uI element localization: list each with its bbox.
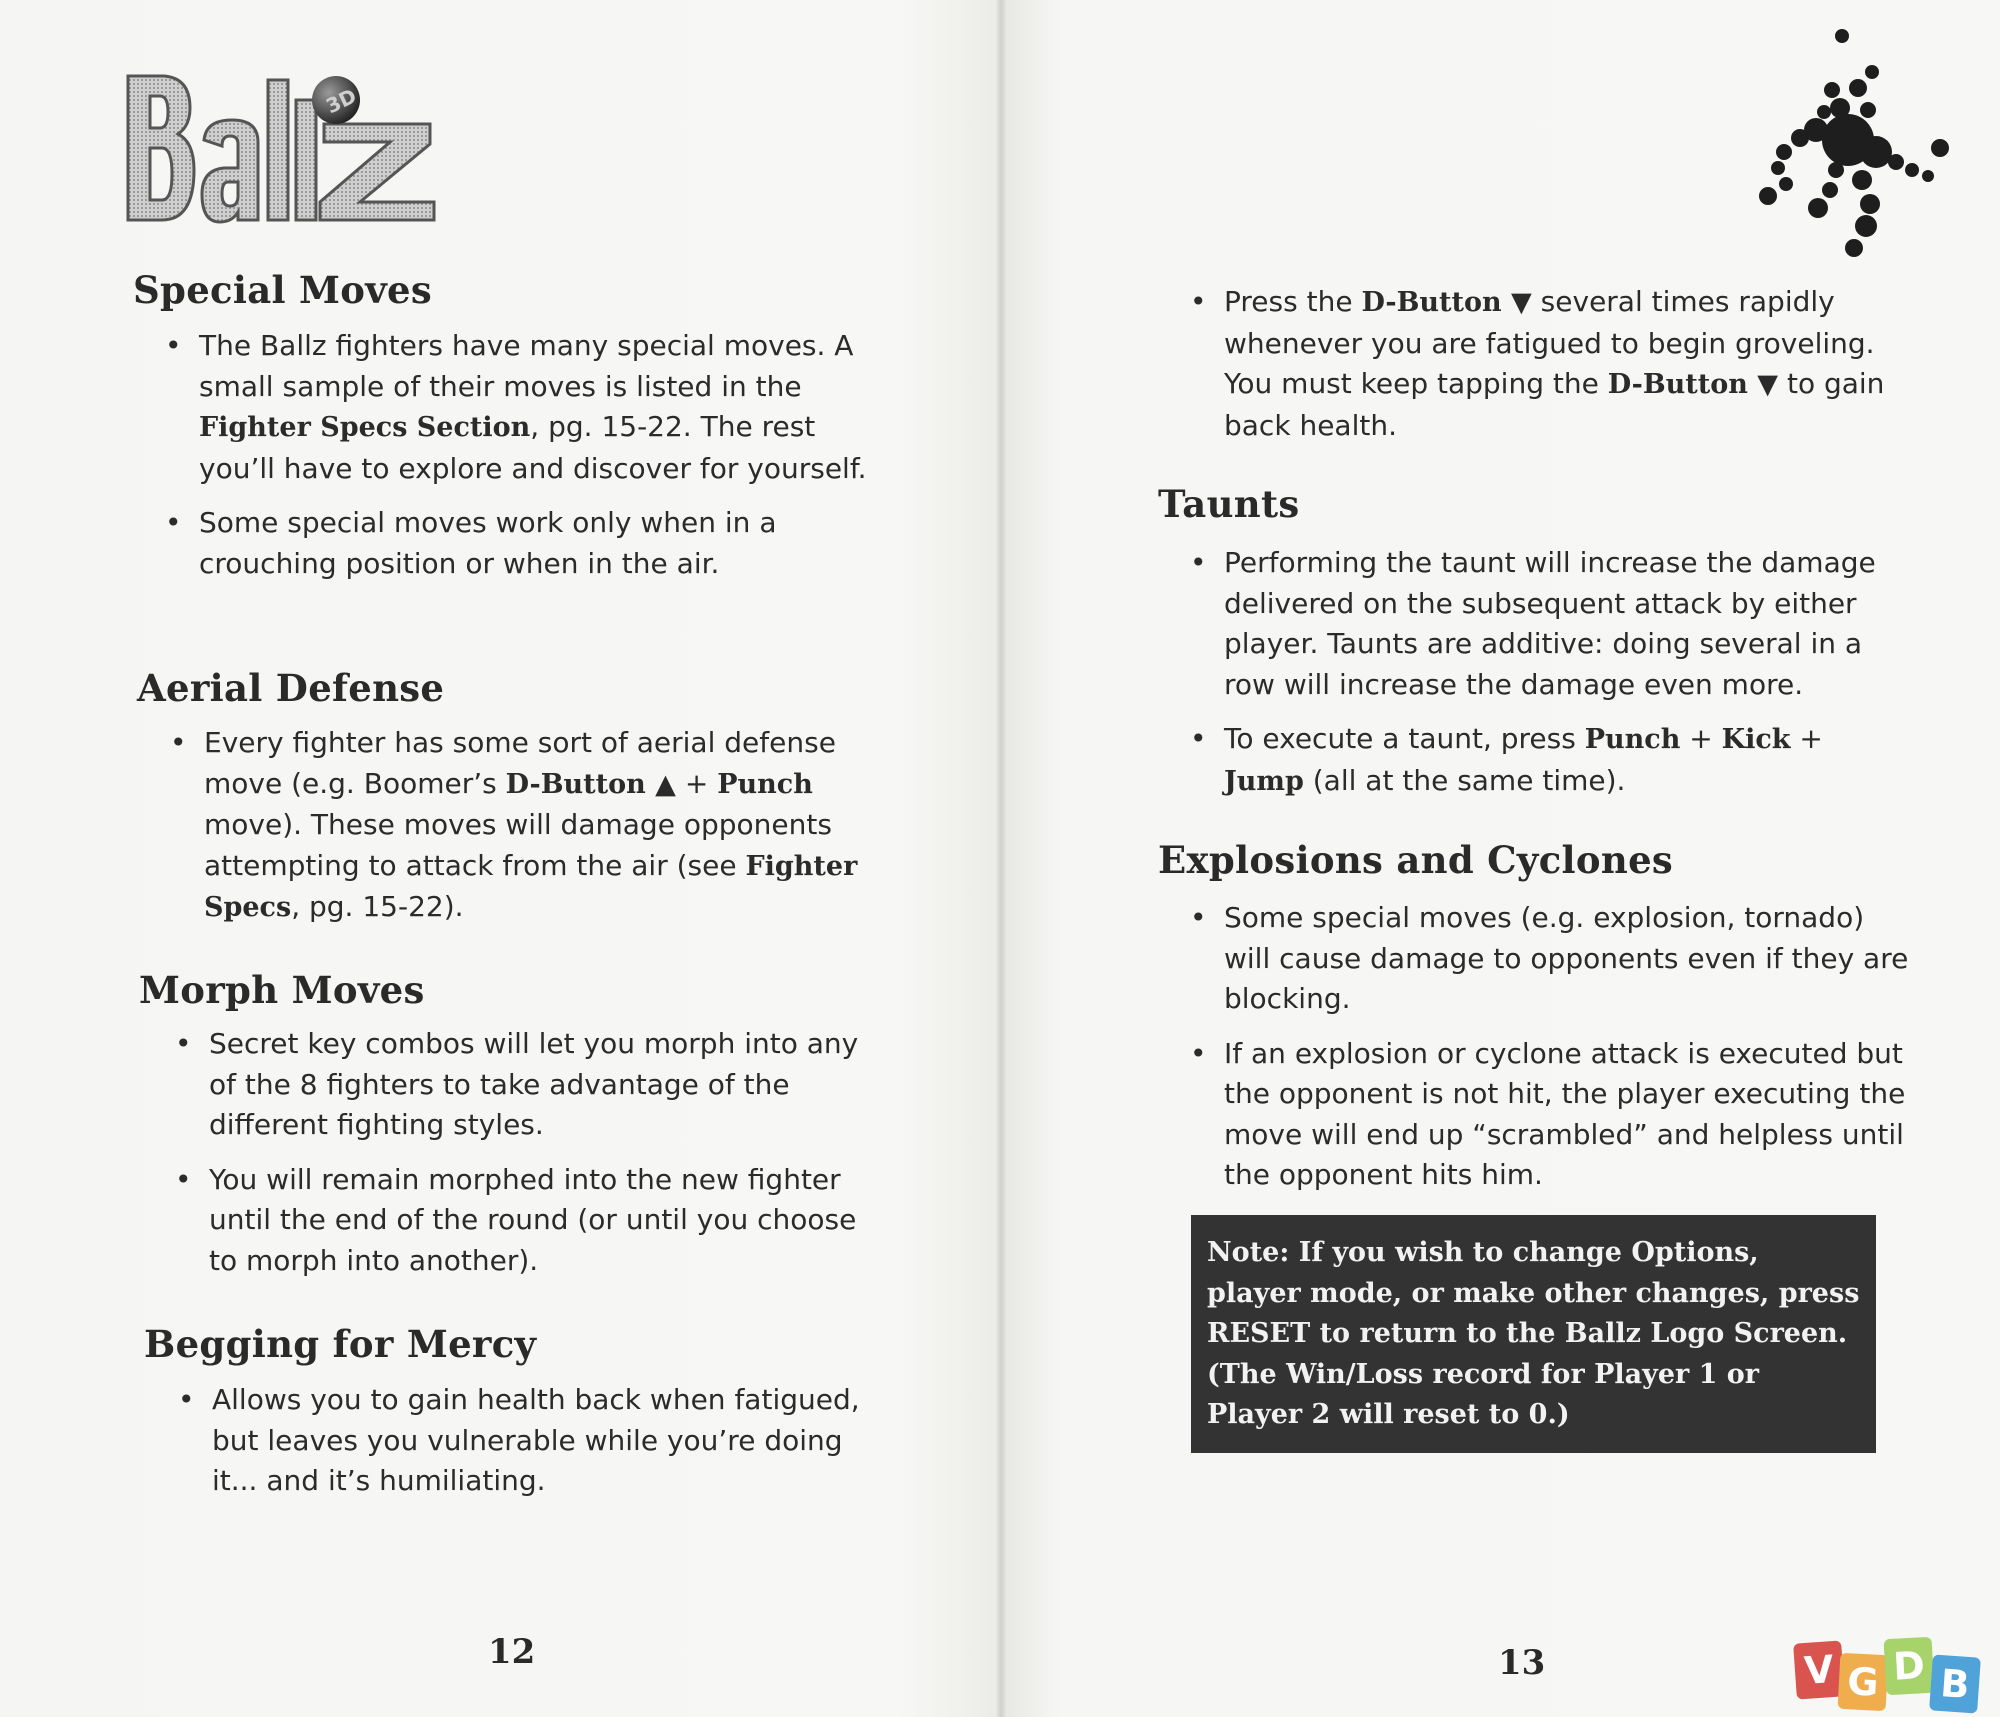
text-run: + bbox=[1680, 722, 1722, 755]
text-run: (all at the same time). bbox=[1303, 763, 1626, 797]
page-number-right: 13 bbox=[1498, 1643, 1546, 1683]
bold-term: D-Button ▼ bbox=[1607, 369, 1779, 400]
list-item bbox=[175, 1160, 885, 1282]
list-taunts bbox=[1190, 543, 1910, 816]
list-item bbox=[1190, 898, 1910, 1020]
bold-term: Kick bbox=[1721, 724, 1791, 755]
bold-term: Jump bbox=[1224, 765, 1304, 797]
bold-term: Fighter Specs Section bbox=[199, 412, 531, 443]
ballz-3d-logo bbox=[124, 70, 454, 230]
bullet-icon: • bbox=[175, 1162, 192, 1196]
heading-begging-for-mercy: Begging for Mercy bbox=[144, 1322, 537, 1366]
vgdb-tile-v: V bbox=[1793, 1640, 1845, 1699]
bullet-icon: • bbox=[1190, 285, 1207, 318]
list-item bbox=[1190, 1034, 1910, 1196]
list-item bbox=[175, 1024, 885, 1146]
bold-term: Fighter Specs bbox=[204, 850, 858, 923]
list-aerial-defense bbox=[170, 723, 880, 943]
text-run: Allows you to gain health back when fatigued, but leaves you vulnerable while you’re doing it... and it’s humiliating. bbox=[212, 1383, 860, 1497]
text-run: Secret key combos will let you morph into any of the 8 fighters to take advantage of the different fighting styles. bbox=[209, 1027, 859, 1141]
vgdb-tile-g: G bbox=[1838, 1653, 1889, 1711]
ball-fighter-figure-icon bbox=[1720, 20, 1960, 280]
list-item bbox=[1190, 543, 1910, 705]
text-run: move). These moves will damage opponents attempting to attack from the air (see bbox=[204, 808, 832, 882]
bullet-icon: • bbox=[1190, 901, 1207, 934]
text-run: + bbox=[1790, 722, 1823, 755]
text-run: Some special moves work only when in a crouching position or when in the air. bbox=[199, 506, 777, 580]
heading-taunts: Taunts bbox=[1158, 482, 1300, 526]
svg-text:3D: 3D bbox=[322, 83, 361, 119]
vgdb-tile-b: B bbox=[1929, 1654, 1981, 1713]
list-special-moves bbox=[165, 326, 875, 598]
heading-aerial-defense: Aerial Defense bbox=[137, 666, 445, 710]
vgdb-watermark-logo bbox=[1795, 1636, 1995, 1716]
text-run: The Ballz fighters have many special moves. A small sample of their moves is listed in the bbox=[199, 329, 854, 403]
list-item bbox=[178, 1380, 888, 1502]
text-run: to gain back health. bbox=[1224, 367, 1885, 442]
text-run: , pg. 15-22. The rest you’ll have to explore and discover for yourself. bbox=[199, 410, 867, 485]
bullet-icon: • bbox=[170, 726, 187, 759]
list-explosions-and-cyclones bbox=[1190, 898, 1910, 1210]
bullet-icon: • bbox=[1190, 546, 1207, 579]
bullet-icon: • bbox=[175, 1027, 192, 1060]
bold-term: Punch bbox=[717, 768, 813, 800]
bullet-icon: • bbox=[178, 1383, 195, 1416]
page-gutter bbox=[996, 0, 1006, 1717]
text-run: To execute a taunt, press bbox=[1224, 722, 1585, 755]
list-morph-moves bbox=[175, 1024, 885, 1295]
vgdb-tile-d: D bbox=[1884, 1637, 1935, 1695]
bullet-icon: • bbox=[165, 506, 182, 539]
note-box: Note: If you wish to change Options, player mode, or make other changes, press RESET to return to the Ballz Logo Screen. (The Win/Loss record for Player 1 or Player 2 will reset to 0.) bbox=[1191, 1215, 1876, 1453]
page-number-left: 12 bbox=[488, 1632, 536, 1672]
heading-special-moves: Special Moves bbox=[133, 268, 433, 312]
bullet-icon: • bbox=[165, 329, 182, 362]
text-run: + bbox=[675, 766, 718, 800]
bold-term: Punch bbox=[1584, 724, 1681, 755]
bullet-icon: • bbox=[1190, 1036, 1207, 1070]
bullet-icon: • bbox=[1190, 722, 1207, 755]
list-item bbox=[1190, 719, 1910, 802]
bold-term: D-Button ▼ bbox=[1361, 287, 1532, 318]
heading-morph-moves: Morph Moves bbox=[139, 968, 425, 1012]
text-run: , pg. 15-22). bbox=[291, 890, 464, 923]
text-run: Press the bbox=[1224, 285, 1362, 318]
list-item bbox=[170, 723, 880, 929]
text-run: If an explosion or cyclone attack is executed but the opponent is not hit, the player executing the move will end up “scrambled” and helpless until the opponent hits him. bbox=[1224, 1036, 1906, 1191]
text-run: Some special moves (e.g. explosion, tornado) will cause damage to opponents even if they are blocking. bbox=[1224, 901, 1909, 1015]
text-run: Every fighter has some sort of aerial defense move (e.g. Boomer’s bbox=[204, 726, 836, 800]
list-groveling bbox=[1190, 282, 1910, 460]
list-item bbox=[1190, 282, 1910, 446]
list-item bbox=[165, 326, 875, 489]
text-run: You will remain morphed into the new fighter until the end of the round (or until you choose to morph into another). bbox=[209, 1162, 857, 1277]
bold-term: D-Button ▲ bbox=[505, 768, 676, 800]
text-run: several times rapidly whenever you are fatigued to begin groveling. You must keep tapping the bbox=[1224, 285, 1875, 400]
list-begging-for-mercy bbox=[178, 1380, 888, 1516]
text-run: Performing the taunt will increase the damage delivered on the subsequent attack by either player. Taunts are additive: doing several in a row will increase the damage even more. bbox=[1224, 546, 1876, 701]
heading-explosions-and-cyclones: Explosions and Cyclones bbox=[1158, 838, 1674, 882]
list-item bbox=[165, 503, 875, 584]
